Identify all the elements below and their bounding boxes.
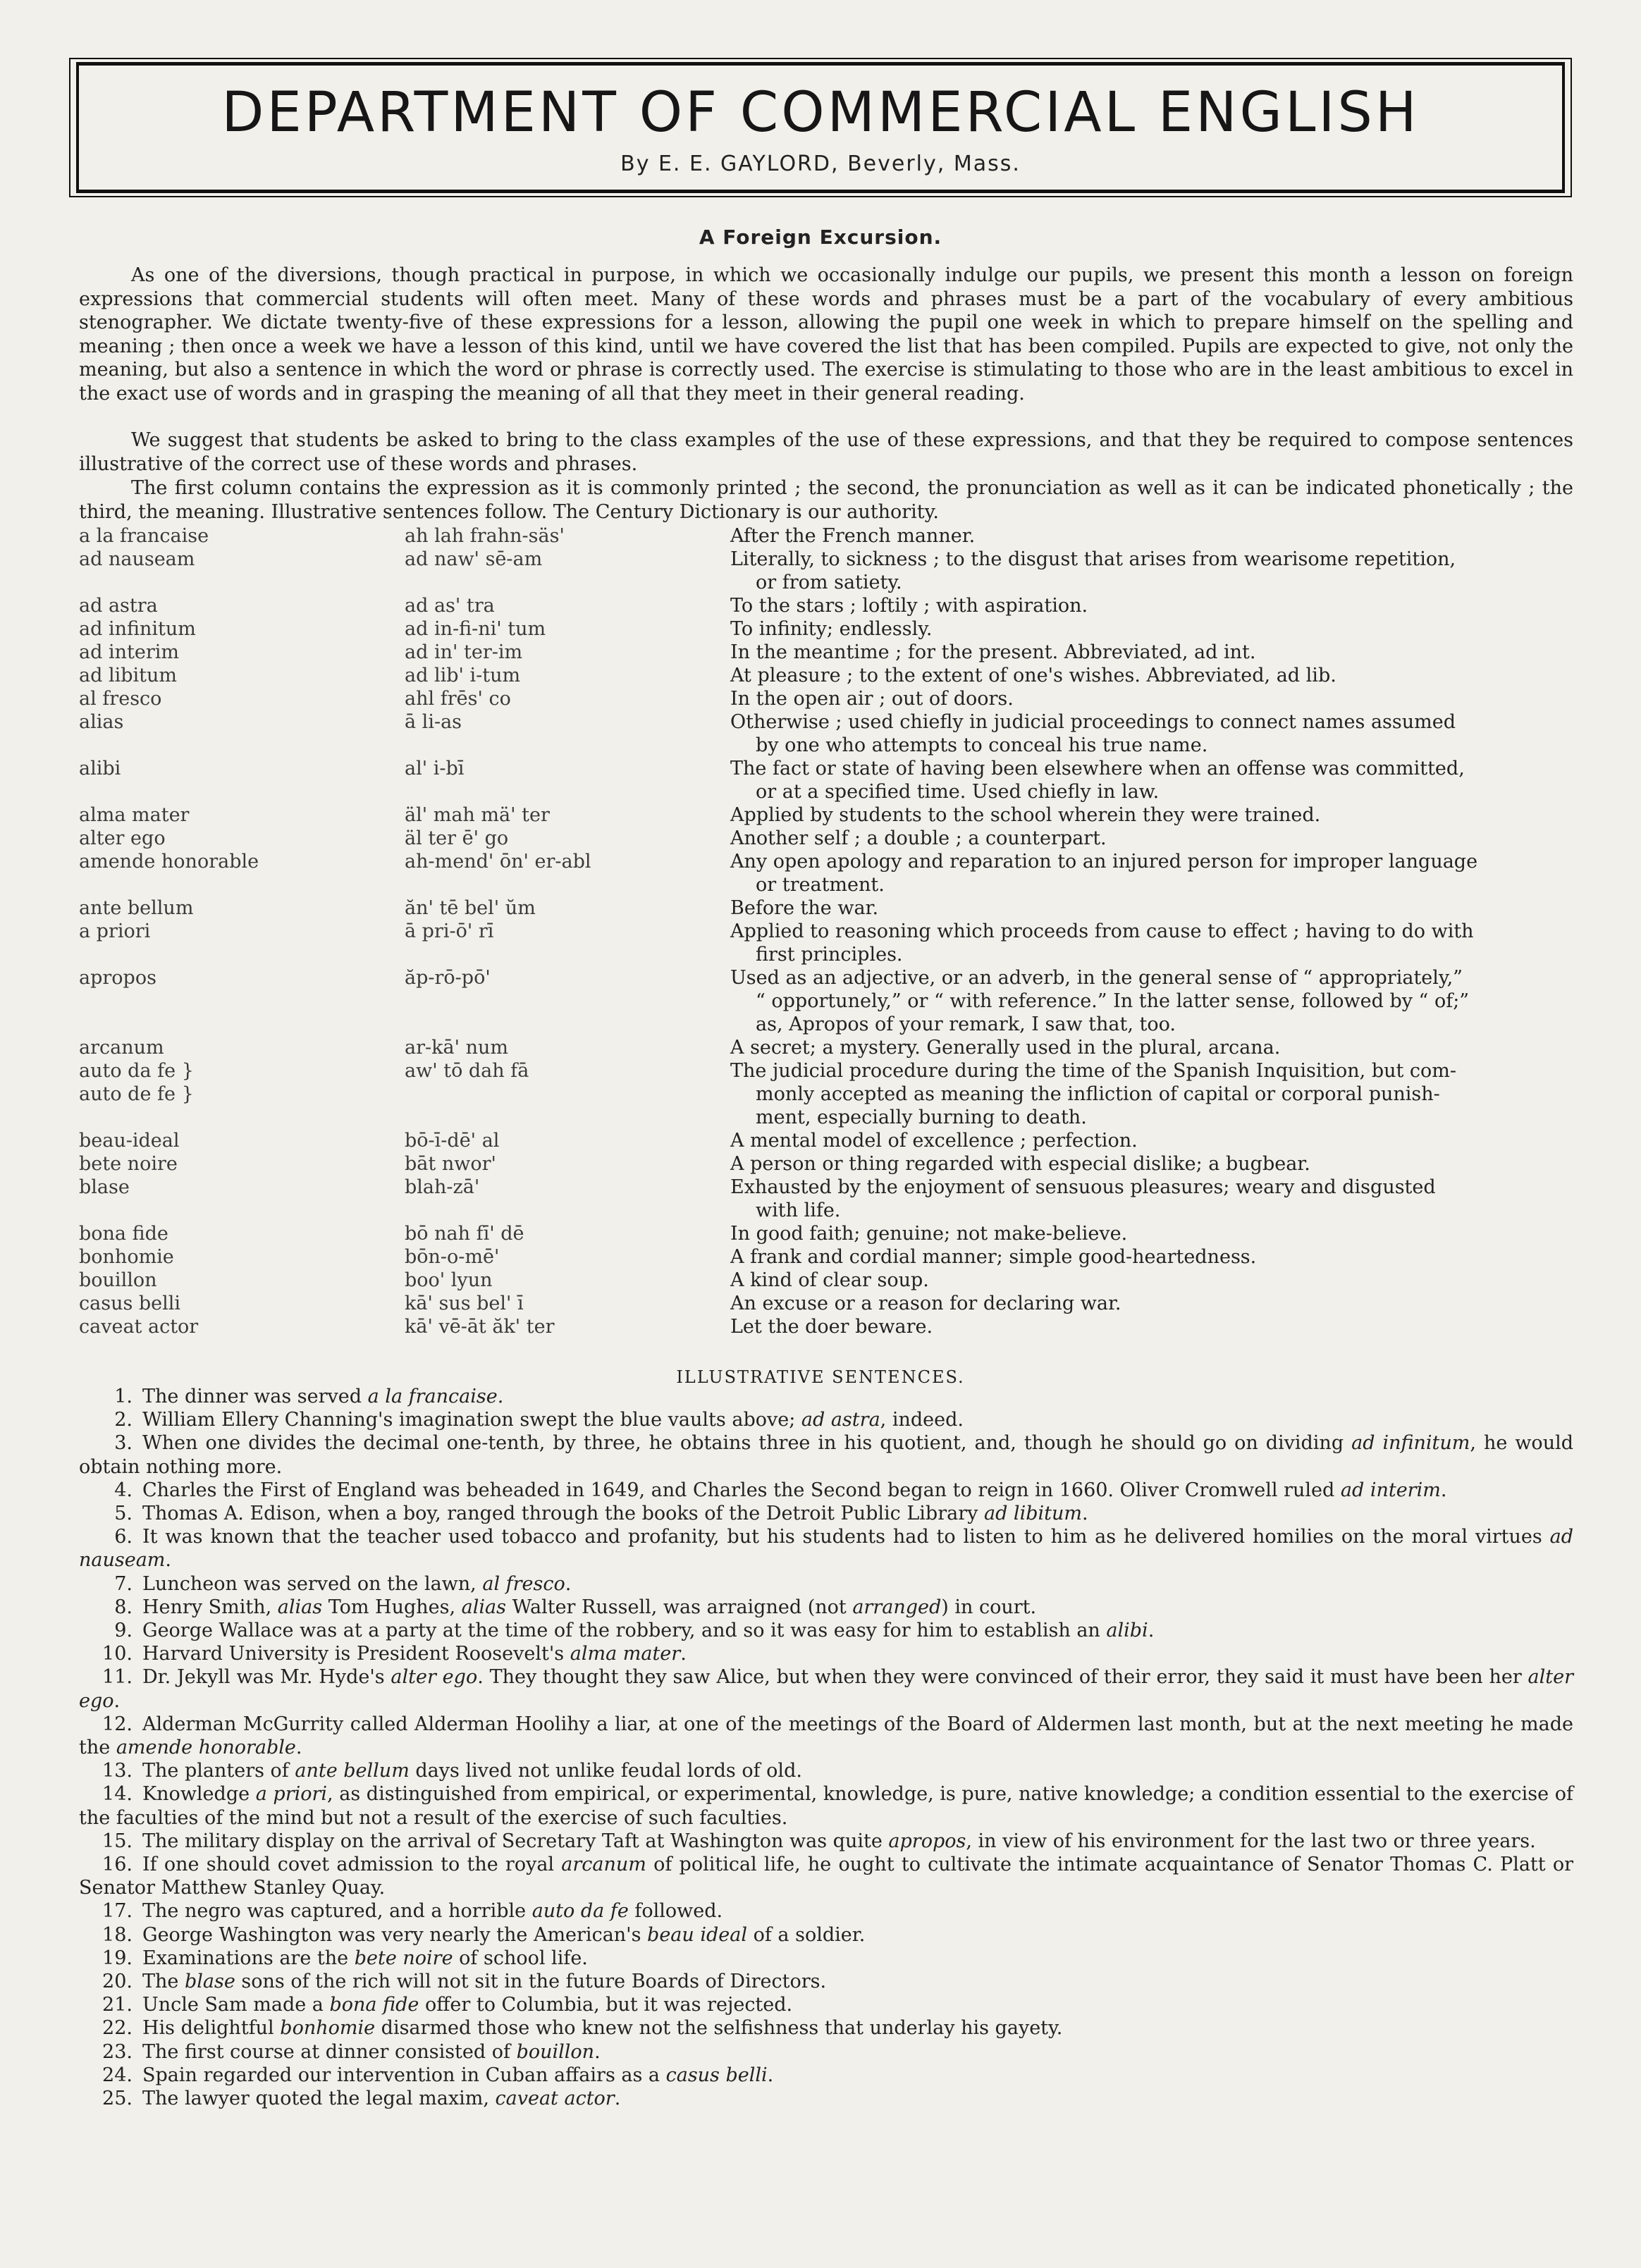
glossary-term: bona fide [79,1223,168,1245]
sentence-text: The planters of ante bellum days lived not unlike feudal lords of old. [142,1760,802,1782]
glossary-term: ad nauseam [79,548,195,570]
glossary-term: ante bellum [79,897,194,919]
illustrative-sentence [79,1385,1573,1408]
glossary-pronunciation: ăp-rō-pō' [405,967,491,989]
glossary-pronunciation: ah lah frahn-säs' [405,525,565,547]
glossary-meaning: Used as an adjective, or an adverb, in the general sense of “ appropriately,” “ opportunely,” or “ with reference.” In the latter sense, followed by “ of;” as, Apropos of your remark, I saw that, too. [730,967,1470,1035]
glossary-term: alter ego [79,827,166,849]
sentence-number: 7. [114,1572,133,1595]
sentence-number: 25. [102,2088,133,2110]
glossary-pronunciation: äl' mah mä' ter [405,804,550,826]
illustrative-sentence [79,1923,1573,1947]
glossary-meaning: In the meantime ; for the present. Abbreviated, ad int. [730,641,1256,663]
intro-paragraph-1: As one of the diversions, though practical in purpose, in which we occasionally indulge our pupils, we present this month a lesson on foreign expressions that commercial students will often meet. Many of these words and phrases must be a part of the vocabulary of every ambitious stenographer. We dictate twenty-five of these expressions for a lesson, allowing the pupil one week in which to prepare himself on the spelling and meaning ; then once a week we have a lesson of this kind, until we have covered the list that has been compiled. Pupils are expected to give, not only the meaning, but also a sentence in which the word or phrase is correctly used. The exercise is stimulating to those who are in the least ambitious to excel in the exact use of words and in grasping the meaning of all that they meet in their general reading. [79,264,1573,405]
glossary-pronunciation: kā' vē-āt ăk' ter [405,1316,555,1338]
glossary-row [79,664,1573,687]
glossary-meaning: Exhausted by the enjoyment of sensuous pleasures; weary and disgusted with life. [730,1176,1436,1221]
sentence-text: Harvard University is President Roosevelt's alma mater. [142,1643,687,1665]
glossary-meaning: To infinity; endlessly. [730,618,933,640]
glossary-term: amende honorable [79,851,259,873]
glossary-row [79,1269,1573,1292]
glossary-pronunciation: ahl frēs' co [405,688,511,710]
glossary-meaning: A frank and cordial manner; simple good-heartedness. [730,1246,1257,1268]
glossary-meaning: Applied by students to the school wherein they were trained. [730,804,1321,826]
glossary-meaning: An excuse or a reason for declaring war. [730,1293,1121,1314]
glossary-meaning: After the French manner. [730,525,976,547]
glossary-row [79,548,1573,594]
illustrative-sentence [79,1713,1573,1759]
byline: By E. E. GAYLORD, Beverly, Mass. [620,152,1021,176]
sentence-number: 23. [102,2040,133,2063]
glossary-term: alibi [79,758,121,779]
sentence-text: Henry Smith, alias Tom Hughes, alias Walter Russell, was arraigned (not arranged) in court. [142,1596,1037,1618]
illustrative-sentence [79,2064,1573,2087]
sentence-text: The lawyer quoted the legal maxim, caveat actor. [142,2088,621,2110]
glossary-term: alma mater [79,804,190,826]
glossary-meaning: Otherwise ; used chiefly in judicial proceedings to connect names assumed by one who attempts to conceal his true name. [730,711,1456,756]
glossary-row [79,1059,1573,1129]
sentence-number: 2. [114,1409,133,1431]
glossary-table [79,524,1573,1338]
glossary-row [79,1129,1573,1152]
glossary-meaning: A secret; a mystery. Generally used in the plural, arcana. [730,1037,1281,1059]
glossary-meaning: Literally, to sickness ; to the disgust that arises from wearisome repetition, or from satiety. [730,548,1456,593]
sentence-number: 21. [102,1994,133,2016]
sentence-text: If one should covet admission to the royal arcanum of political life, he ought to cultivate the intimate acquaintance of Senator Thomas C. Platt or Senator Matthew Stanley Quay. [79,1854,1573,1899]
sentence-number: 20. [102,1971,133,1993]
glossary-term: ad astra [79,595,158,617]
glossary-pronunciation: ad in-fi-ni' tum [405,618,546,640]
illustrative-sentence [79,1619,1573,1642]
glossary-term: ad libitum [79,665,177,686]
sentence-number: 16. [102,1854,133,1876]
illustrative-sentence [79,1899,1573,1923]
glossary-row [79,594,1573,617]
sentence-number: 22. [102,2017,133,2040]
illustrative-sentence [79,1993,1573,2016]
glossary-pronunciation: ad naw' sē-am [405,548,543,570]
illustrative-sentence [79,1970,1573,1993]
sentence-text: Luncheon was served on the lawn, al fresco. [142,1572,572,1595]
sentence-text: The dinner was served a la francaise. [142,1386,504,1407]
sentence-number: 15. [102,1830,133,1852]
glossary-term: ad interim [79,641,179,663]
header-box [76,62,1565,193]
illustrative-sentence [79,1759,1573,1782]
glossary-term: apropos [79,967,156,989]
glossary-row [79,1292,1573,1315]
sentence-number: 19. [102,1947,133,1969]
glossary-pronunciation: ar-kā' num [405,1037,508,1059]
illustrative-sentence [79,1853,1573,1899]
glossary-pronunciation: bō nah fī' dē [405,1223,524,1245]
glossary-term: alias [79,711,124,733]
sentence-text: The blase sons of the rich will not sit in the future Boards of Directors. [142,1971,827,1993]
glossary-term: auto da fe } auto de fe } [79,1060,194,1105]
glossary-row [79,896,1573,920]
sentence-number: 6. [114,1526,133,1548]
glossary-term: arcanum [79,1037,164,1059]
sentence-number: 12. [102,1713,133,1735]
glossary-pronunciation: boo' lyun [405,1269,493,1291]
sentence-text: Knowledge a priori, as distinguished from empirical, or experimental, knowledge, is pure, native knowledge; a condition essential to the exercise of the faculties of the mind but not a result of the exercise of such faculties. [79,1783,1573,1829]
sentence-number: 11. [102,1666,133,1689]
glossary-term: bete noire [79,1153,178,1175]
glossary-row [79,920,1573,966]
illustrative-sentence [79,1782,1573,1829]
glossary-meaning: Another self ; a double ; a counterpart. [730,827,1107,849]
sentence-number: 18. [102,1923,133,1946]
illustrative-sentence [79,1502,1573,1525]
sentence-text: Uncle Sam made a bona fide offer to Columbia, but it was rejected. [142,1994,793,2016]
sentence-number: 13. [102,1760,133,1782]
glossary-row [79,1222,1573,1245]
glossary-meaning: The judicial procedure during the time of the Spanish Inquisition, but com- monly accepted as meaning the infliction of capital or corporal punish- ment, especially burning to death. [730,1060,1457,1128]
glossary-row [79,827,1573,850]
sentence-number: 1. [114,1386,133,1407]
glossary-pronunciation: ah-mend' ōn' er-abl [405,851,591,873]
glossary-pronunciation: bōn-o-mē' [405,1246,500,1268]
glossary-term: a la francaise [79,525,209,547]
glossary-row [79,524,1573,548]
illustrative-sentence [79,2016,1573,2040]
glossary-pronunciation: ad in' ter-im [405,641,523,663]
intro-paragraph-2: We suggest that students be asked to bring to the class examples of the use of these expressions, and that they be required to compose sentences illustrative of the correct use of these words and phrases. [79,429,1573,475]
glossary-row [79,1176,1573,1222]
illustrative-heading: ILLUSTRATIVE SENTENCES. [676,1367,965,1387]
glossary-meaning: In the open air ; out of doors. [730,688,1014,710]
glossary-term: casus belli [79,1293,181,1314]
glossary-term: ad infinitum [79,618,196,640]
glossary-meaning: Before the war. [730,897,879,919]
sentence-number: 4. [114,1479,133,1501]
glossary-meaning: In good faith; genuine; not make-believe. [730,1223,1128,1245]
glossary-pronunciation: bāt nwor' [405,1153,496,1175]
sentence-text: Thomas A. Edison, when a boy, ranged through the books of the Detroit Public Library ad libitum. [142,1503,1088,1525]
illustrative-sentence [79,1642,1573,1665]
sentence-number: 8. [114,1596,133,1618]
glossary-term: a priori [79,920,151,942]
glossary-meaning: At pleasure ; to the extent of one's wishes. Abbreviated, ad lib. [730,665,1336,686]
sentence-number: 5. [114,1503,133,1525]
glossary-pronunciation: aw' tō dah fā [405,1060,529,1082]
glossary-term: bouillon [79,1269,157,1291]
glossary-pronunciation: blah-zā' [405,1176,480,1198]
sentence-text: George Wallace was at a party at the time of the robbery, and so it was easy for him to establish an alibi. [142,1620,1155,1642]
sentence-text: The first course at dinner consisted of bouillon. [142,2040,601,2063]
glossary-row [79,687,1573,710]
illustrative-sentence [79,1431,1573,1478]
glossary-pronunciation: ā li-as [405,711,462,733]
glossary-term: beau-ideal [79,1130,180,1152]
glossary-row [79,803,1573,827]
sentence-list [79,1385,1573,2110]
sentence-text: Examinations are the bete noire of school life. [142,1947,588,1969]
sentence-number: 10. [102,1643,133,1665]
glossary-meaning: A person or thing regarded with especial dislike; a bugbear. [730,1153,1310,1175]
illustrative-sentence [79,1830,1573,1853]
illustrative-sentence [79,1665,1573,1712]
glossary-meaning: Let the doer beware. [730,1316,933,1338]
illustrative-sentence [79,1525,1573,1572]
sentence-number: 9. [114,1620,133,1642]
glossary-meaning: The fact or state of having been elsewhere when an offense was committed, or at a specified time. Used chiefly in law. [730,758,1465,803]
intro-paragraph-3: The first column contains the expression as it is commonly printed ; the second, the pronunciation as well as it can be indicated phonetically ; the third, the meaning. Illustrative sentences follow. The Century Dictionary is our authority. [79,477,1573,523]
glossary-pronunciation: al' i-bī [405,758,465,779]
sentence-text: William Ellery Channing's imagination swept the blue vaults above; ad astra, indeed. [142,1409,964,1431]
glossary-row [79,966,1573,1036]
sentence-text: Charles the First of England was beheaded in 1649, and Charles the Second began to reign in 1660. Oliver Cromwell ruled ad interim. [142,1479,1447,1501]
sentence-text: Spain regarded our intervention in Cuban affairs as a casus belli. [142,2064,774,2086]
glossary-term: blase [79,1176,130,1198]
illustrative-sentence [79,2087,1573,2110]
glossary-pronunciation: bō-ī-dē' al [405,1130,500,1152]
sentence-text: George Washington was very nearly the American's beau ideal of a soldier. [142,1923,866,1946]
glossary-meaning: Any open apology and reparation to an injured person for improper language or treatment. [730,851,1478,896]
glossary-term: caveat actor [79,1316,199,1338]
glossary-row [79,710,1573,757]
sentence-text: Alderman McGurrity called Alderman Hoolihy a liar, at one of the meetings of the Board of Aldermen last month, but at the next meeting he made the amende honorable. [79,1713,1573,1759]
illustrative-sentence [79,1572,1573,1596]
sentence-number: 17. [102,1900,133,1923]
glossary-row [79,617,1573,641]
sentence-text: The military display on the arrival of Secretary Taft at Washington was quite apropos, in view of his environment for the last two or three years. [142,1830,1536,1852]
illustrative-sentence [79,1408,1573,1431]
illustrative-sentence [79,1479,1573,1502]
glossary-row [79,1245,1573,1269]
glossary-pronunciation: kā' sus bel' ī [405,1293,524,1314]
illustrative-sentence [79,2040,1573,2064]
sentence-text: When one divides the decimal one-tenth, by three, he obtains three in his quotient, and, though he should go on dividing ad infinitum, he would obtain nothing more. [79,1432,1573,1478]
sentence-number: 3. [114,1432,133,1455]
glossary-row [79,850,1573,896]
article-subtitle: A Foreign Excursion. [699,226,942,249]
sentence-number: 14. [102,1783,133,1806]
sentence-text: It was known that the teacher used tobacco and profanity, but his students had to listen to him as he delivered homilies on the moral virtues ad nauseam. [79,1526,1573,1572]
glossary-meaning: A kind of clear soup. [730,1269,929,1291]
glossary-pronunciation: ad lib' i-tum [405,665,521,686]
sentence-text: The negro was captured, and a horrible auto da fe followed. [142,1900,723,1923]
glossary-pronunciation: äl ter ē' go [405,827,509,849]
sentence-text: Dr. Jekyll was Mr. Hyde's alter ego. They thought they saw Alice, but when they were convinced of their error, they said it must have been her alter ego. [79,1666,1574,1712]
glossary-pronunciation: ăn' tē bel' ŭm [405,897,536,919]
glossary-row [79,1315,1573,1338]
glossary-term: al fresco [79,688,162,710]
sentence-number: 24. [102,2064,133,2086]
glossary-meaning: To the stars ; loftily ; with aspiration. [730,595,1088,617]
glossary-row [79,1152,1573,1176]
page-title: DEPARTMENT OF COMMERCIAL ENGLISH [221,81,1420,144]
sentence-text: His delightful bonhomie disarmed those who knew not the selfishness that underlay his gayety. [142,2017,1063,2040]
illustrative-sentence [79,1947,1573,1970]
illustrative-sentence [79,1596,1573,1619]
glossary-pronunciation: ā pri-ō' rī [405,920,494,942]
glossary-term: bonhomie [79,1246,174,1268]
glossary-meaning: Applied to reasoning which proceeds from cause to effect ; having to do with first principles. [730,920,1474,966]
glossary-meaning: A mental model of excellence ; perfection. [730,1130,1138,1152]
glossary-row [79,641,1573,664]
glossary-row [79,1036,1573,1059]
glossary-pronunciation: ad as' tra [405,595,495,617]
glossary-row [79,757,1573,803]
